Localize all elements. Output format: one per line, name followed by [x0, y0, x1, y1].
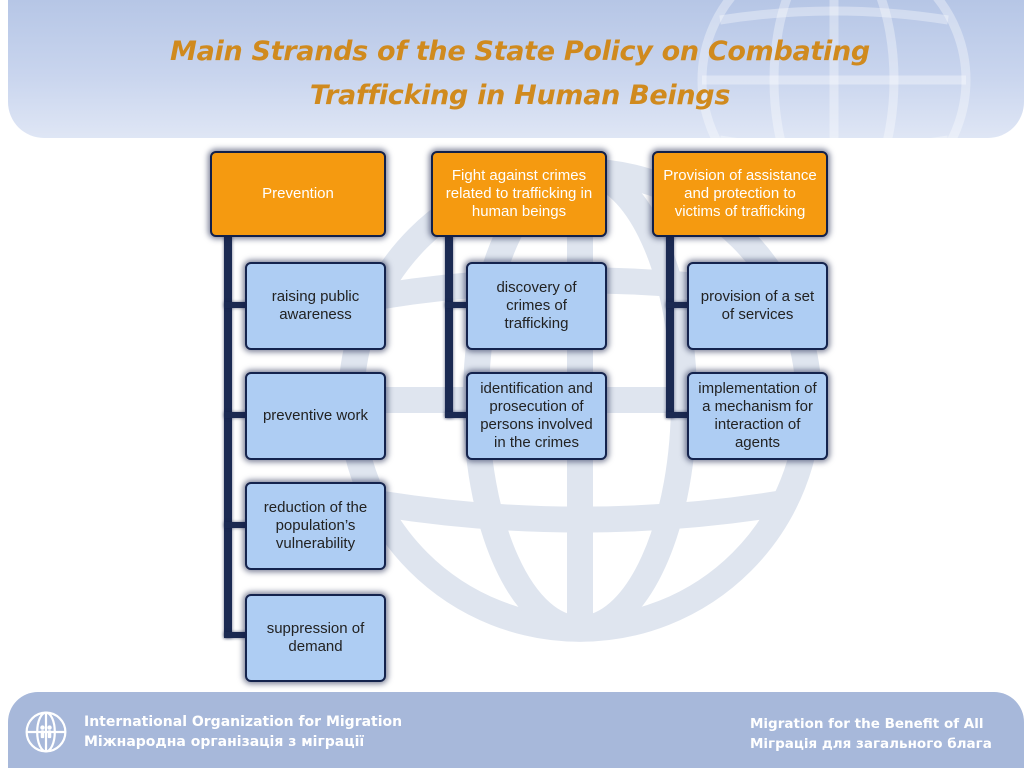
footer-organization — [84, 712, 402, 752]
footer-org-en: International Organization for Migration — [84, 714, 403, 730]
connector-fight-vertical — [445, 236, 453, 418]
title-line-1: Main Strands of the State Policy on Combating — [170, 36, 870, 67]
item-reduction-of-vulnerability: reduction of the population’s vulnerability — [245, 482, 386, 570]
connector-prevention-vertical — [224, 236, 232, 638]
footer-org-ua: Міжнародна організація з міграції — [84, 734, 365, 750]
head-prevention: Prevention — [210, 151, 386, 237]
item-discovery-of-crimes: discovery of crimes of trafficking — [466, 262, 607, 350]
footer-slogan-en: Migration for the Benefit of All — [750, 716, 984, 732]
footer-slogan — [750, 714, 992, 754]
head-provision-of-assistance: Provision of assistance and protection to victims of trafficking — [652, 151, 828, 237]
item-preventive-work: preventive work — [245, 372, 386, 460]
item-implementation-of-mechanism: implementation of a mechanism for interaction of agents — [687, 372, 828, 460]
item-provision-of-services: provision of a set of services — [687, 262, 828, 350]
connector-assistance-vertical — [666, 236, 674, 418]
iom-globe-icon — [24, 710, 68, 754]
item-raising-public-awareness: raising public awareness — [245, 262, 386, 350]
title-line-2: Trafficking in Human Beings — [309, 80, 731, 111]
footer-slogan-ua: Міграція для загального блага — [750, 736, 992, 752]
item-identification-and-prosecution: identification and prosecution of persons involved in the crimes — [466, 372, 607, 460]
head-fight-against-crimes: Fight against crimes related to trafficking in human beings — [431, 151, 607, 237]
item-suppression-of-demand: suppression of demand — [245, 594, 386, 682]
